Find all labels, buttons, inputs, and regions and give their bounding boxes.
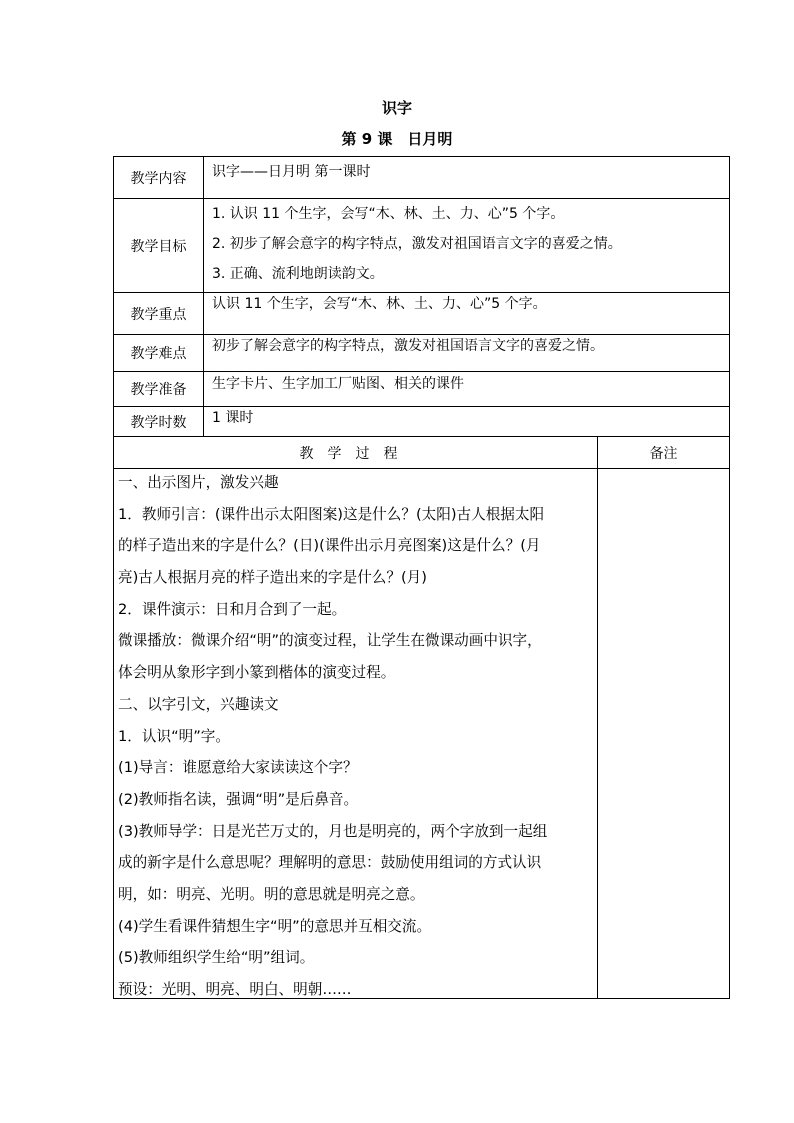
lesson-title: 第 9 课 日月明 — [341, 130, 453, 148]
process-line: (2)教师指名读，强调“明”是后鼻音。 — [118, 790, 359, 808]
row-hours — [113, 406, 730, 436]
process-line: 一、出示图片，激发兴趣 — [118, 474, 279, 491]
process-body — [113, 468, 730, 999]
process-line: 成的新字是什么意思呢？理解明的意思：鼓励使用组词的方式认识 — [118, 854, 542, 872]
process-line: 明，如：明亮、光明。明的意思就是明亮之意。 — [118, 885, 425, 903]
process-line: 2．课件演示：日和月合到了一起。 — [118, 600, 347, 618]
row-goals — [113, 198, 730, 292]
hours-value: 1 课时 — [212, 410, 254, 426]
difficulties-value: 初步了解会意字的构字特点，激发对祖国语言文字的喜爱之情。 — [212, 338, 604, 354]
process-line: 体会明从象形字到小篆到楷体的演变过程。 — [118, 664, 396, 682]
process-line: 二、以字引文，兴趣读文 — [118, 695, 279, 713]
process-line: 1．认识“明”字。 — [118, 727, 230, 745]
lesson-plan-table — [113, 156, 730, 999]
label-content: 教学内容 — [114, 157, 204, 198]
notes-column — [598, 469, 729, 998]
row-key-points — [113, 292, 730, 334]
process-line: (3)教师导学：日是光芒万丈的，月也是明亮的，两个字放到一起组 — [118, 822, 548, 840]
goal-2: 2. 初步了解会意字的构字特点，激发对祖国语言文字的喜爱之情。 — [212, 236, 622, 252]
process-line: 微课播放：微课介绍“明”的演变过程，让学生在微课动画中识字， — [118, 632, 542, 650]
process-line: (4)学生看课件猜想生字“明”的意思并互相交流。 — [118, 917, 432, 935]
process-header-row — [113, 436, 730, 468]
process-line: 预设：光明、明亮、明白、明朝…… — [118, 981, 352, 998]
row-content — [113, 156, 730, 198]
label-hours: 教学时数 — [114, 407, 204, 436]
goal-3: 3. 正确、流利地朗读韵文。 — [212, 266, 384, 282]
label-difficulties: 教学难点 — [114, 335, 204, 371]
label-key-points: 教学重点 — [114, 293, 204, 334]
goal-1: 1. 认识 11 个生字，会写“木、林、土、力、心”5 个字。 — [212, 206, 565, 222]
process-line: 的样子造出来的字是什么？(日)(课件出示月亮图案)这是什么？(月 — [118, 537, 541, 555]
preparation-value: 生字卡片、生字加工厂贴图、相关的课件 — [212, 376, 464, 392]
notes-header: 备注 — [649, 445, 678, 462]
process-line: (5)教师组织学生给“明”组词。 — [118, 949, 315, 967]
content-value: 识字——日月明 第一课时 — [212, 164, 371, 180]
row-preparation — [113, 371, 730, 406]
document-heading: 识字 — [381, 99, 412, 117]
process-header: 教学过程 — [114, 437, 598, 468]
label-goals: 教学目标 — [114, 199, 204, 292]
row-difficulties — [113, 334, 730, 371]
process-text — [114, 469, 598, 998]
process-line: 亮)古人根据月亮的样子造出来的字是什么？(月) — [118, 569, 427, 587]
label-preparation: 教学准备 — [114, 372, 204, 406]
process-line: (1)导言：谁愿意给大家读读这个字？ — [118, 759, 358, 777]
key-points-value: 认识 11 个生字，会写“木、林、土、力、心”5 个字。 — [212, 296, 547, 312]
process-line: 1．教师引言：(课件出示太阳图案)这是什么？(太阳)古人根据太阳 — [118, 505, 545, 523]
